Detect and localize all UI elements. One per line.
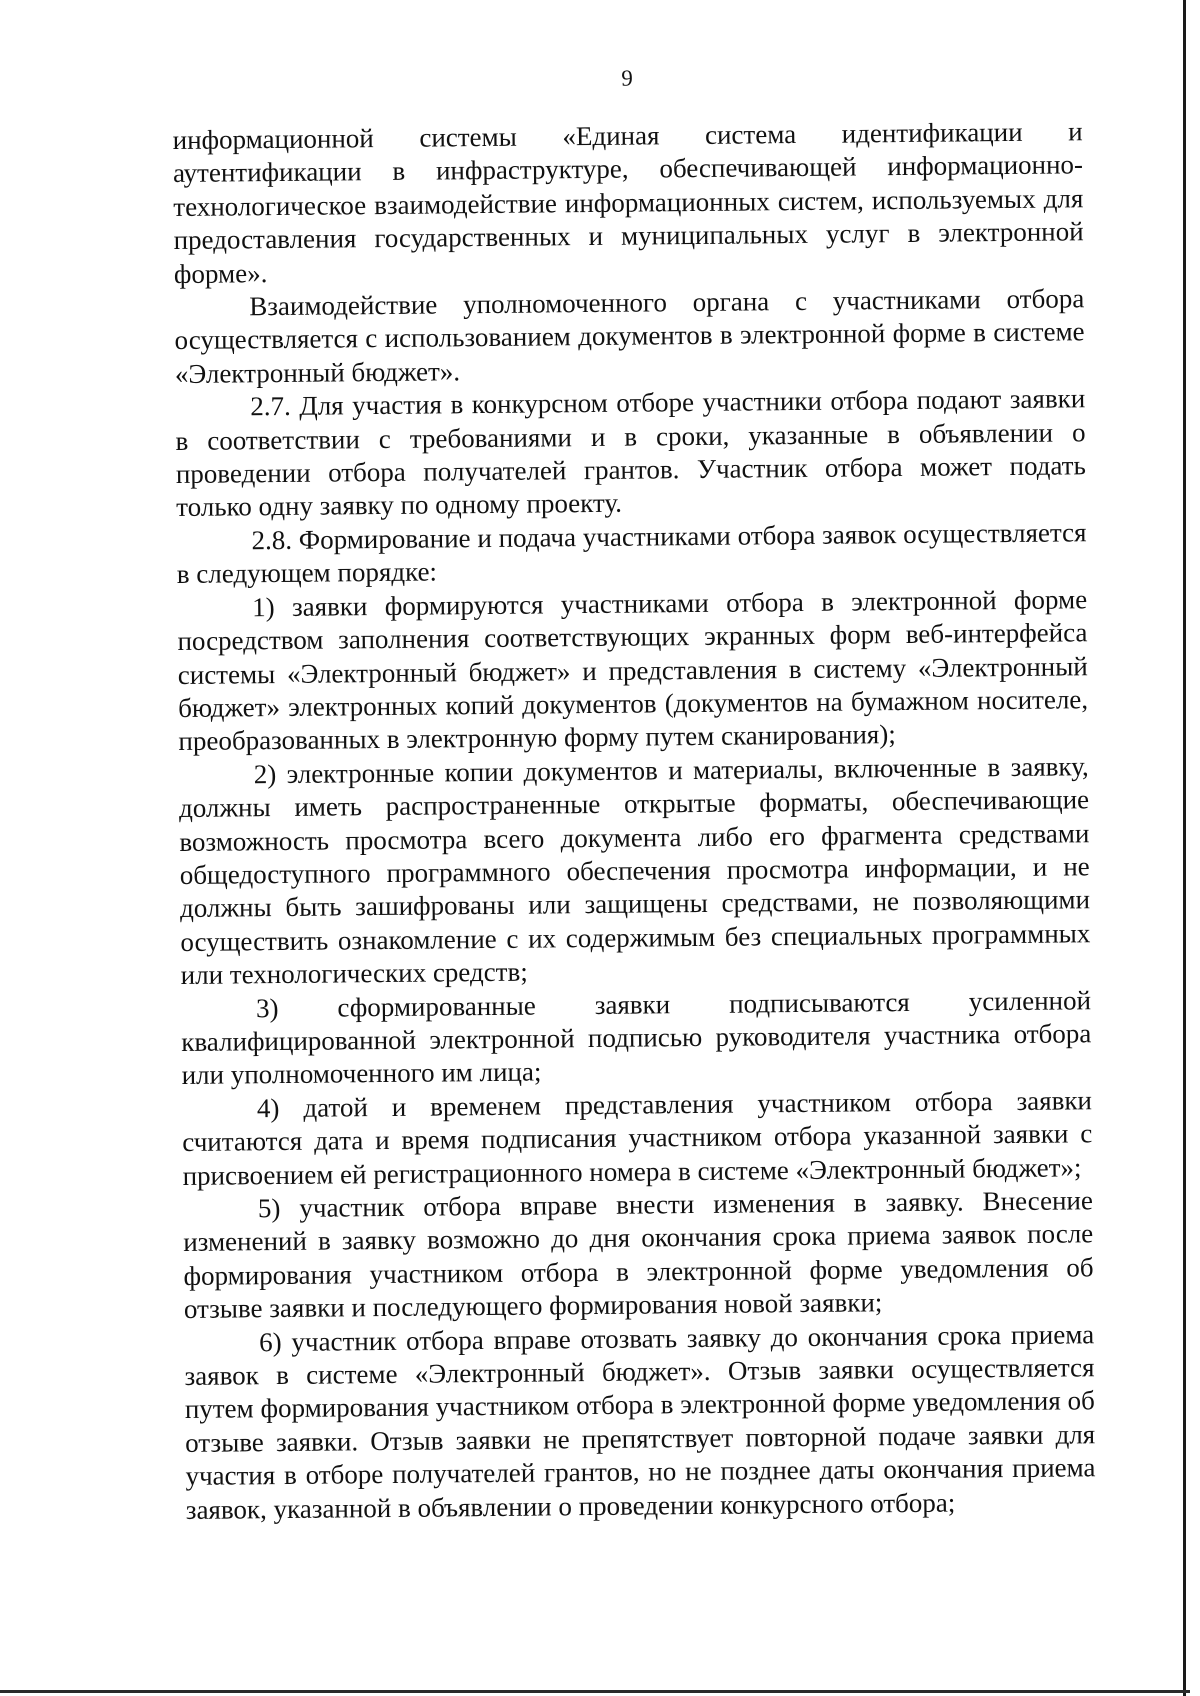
- page-number: 9: [621, 65, 633, 91]
- list-item-5: 5) участник отбора вправе внести изменения в заявку. Внесение изменений в заявку возможно до дня окончания срока приема заявок после формирования участником отбора в электронной форме уведомления об отзыве заявки и последующего формирования новой заявки;: [183, 1185, 1094, 1325]
- page-content: [172, 61, 1096, 1527]
- paragraph-2-7: 2.7. Для участия в конкурсном отборе участники отбора подают заявки в соответствии с требованиями и в сроки, указанные в объявлении о проведении отбора получателей грантов. Участник отбора может подать только одну заявку по одному проекту.: [175, 383, 1086, 523]
- list-item-6: 6) участник отбора вправе отозвать заявку до окончания срока приема заявок в системе «Электронный бюджет». Отзыв заявки осуществляется путем формирования участником отбора в электронной форме уведомления об отзыве заявки. Отзыв заявки не препятствует повторной подаче заявки для участия в отборе получателей грантов, но не позднее даты окончания приема заявок, указанной в объявлении о проведении конкурсного отбора;: [184, 1318, 1096, 1525]
- list-item-2: 2) электронные копии документов и материалы, включенные в заявку, должны иметь распространенные открытые форматы, обеспечивающие возможность просмотра всего документа либо его фрагмента средствами общедоступного программного обеспечения просмотра информации, и не должны быть зашифрованы или защищены средствами, не позволяющими осуществить ознакомление с их содержимым без специальных программных или технологических средств;: [178, 750, 1091, 991]
- paragraph-esia-continuation: информационной системы «Единая система идентификации и аутентификации в инфраструктуре, обеспечивающей информационно-технологическое взаимодействие информационных систем, используемых для предоставления государственных и муниципальных услуг в электронной форме».: [172, 116, 1084, 289]
- paragraph-interaction: Взаимодействие уполномоченного органа с участниками отбора осуществляется с использованием документов в электронной форме в системе «Электронный бюджет».: [174, 283, 1085, 389]
- paragraph-2-8: 2.8. Формирование и подача участниками отбора заявок осуществляется в следующем порядке:: [176, 517, 1087, 590]
- list-item-4: 4) датой и временем представления участником отбора заявки считаются дата и время подписания участником отбора указанной заявки с присвоением ей регистрационного номера в системе «Электронный бюджет»;: [182, 1084, 1093, 1191]
- list-item-3: 3) сформированные заявки подписываются усиленной квалифицированной электронной подписью руководителя участника отбора или уполномоченного им лица;: [181, 984, 1092, 1091]
- page-edge-right: [1183, 0, 1186, 1696]
- page-edge-bottom: [0, 1690, 1190, 1693]
- list-item-1: 1) заявки формируются участниками отбора в электронной форме посредством заполнения соответствующих экранных форм веб-интерфейса системы «Электронный бюджет» и представления в систему «Электронный бюджет» электронных копий документов (документов на бумажном носителе, преобразованных в электронную форму путем сканирования);: [177, 583, 1089, 757]
